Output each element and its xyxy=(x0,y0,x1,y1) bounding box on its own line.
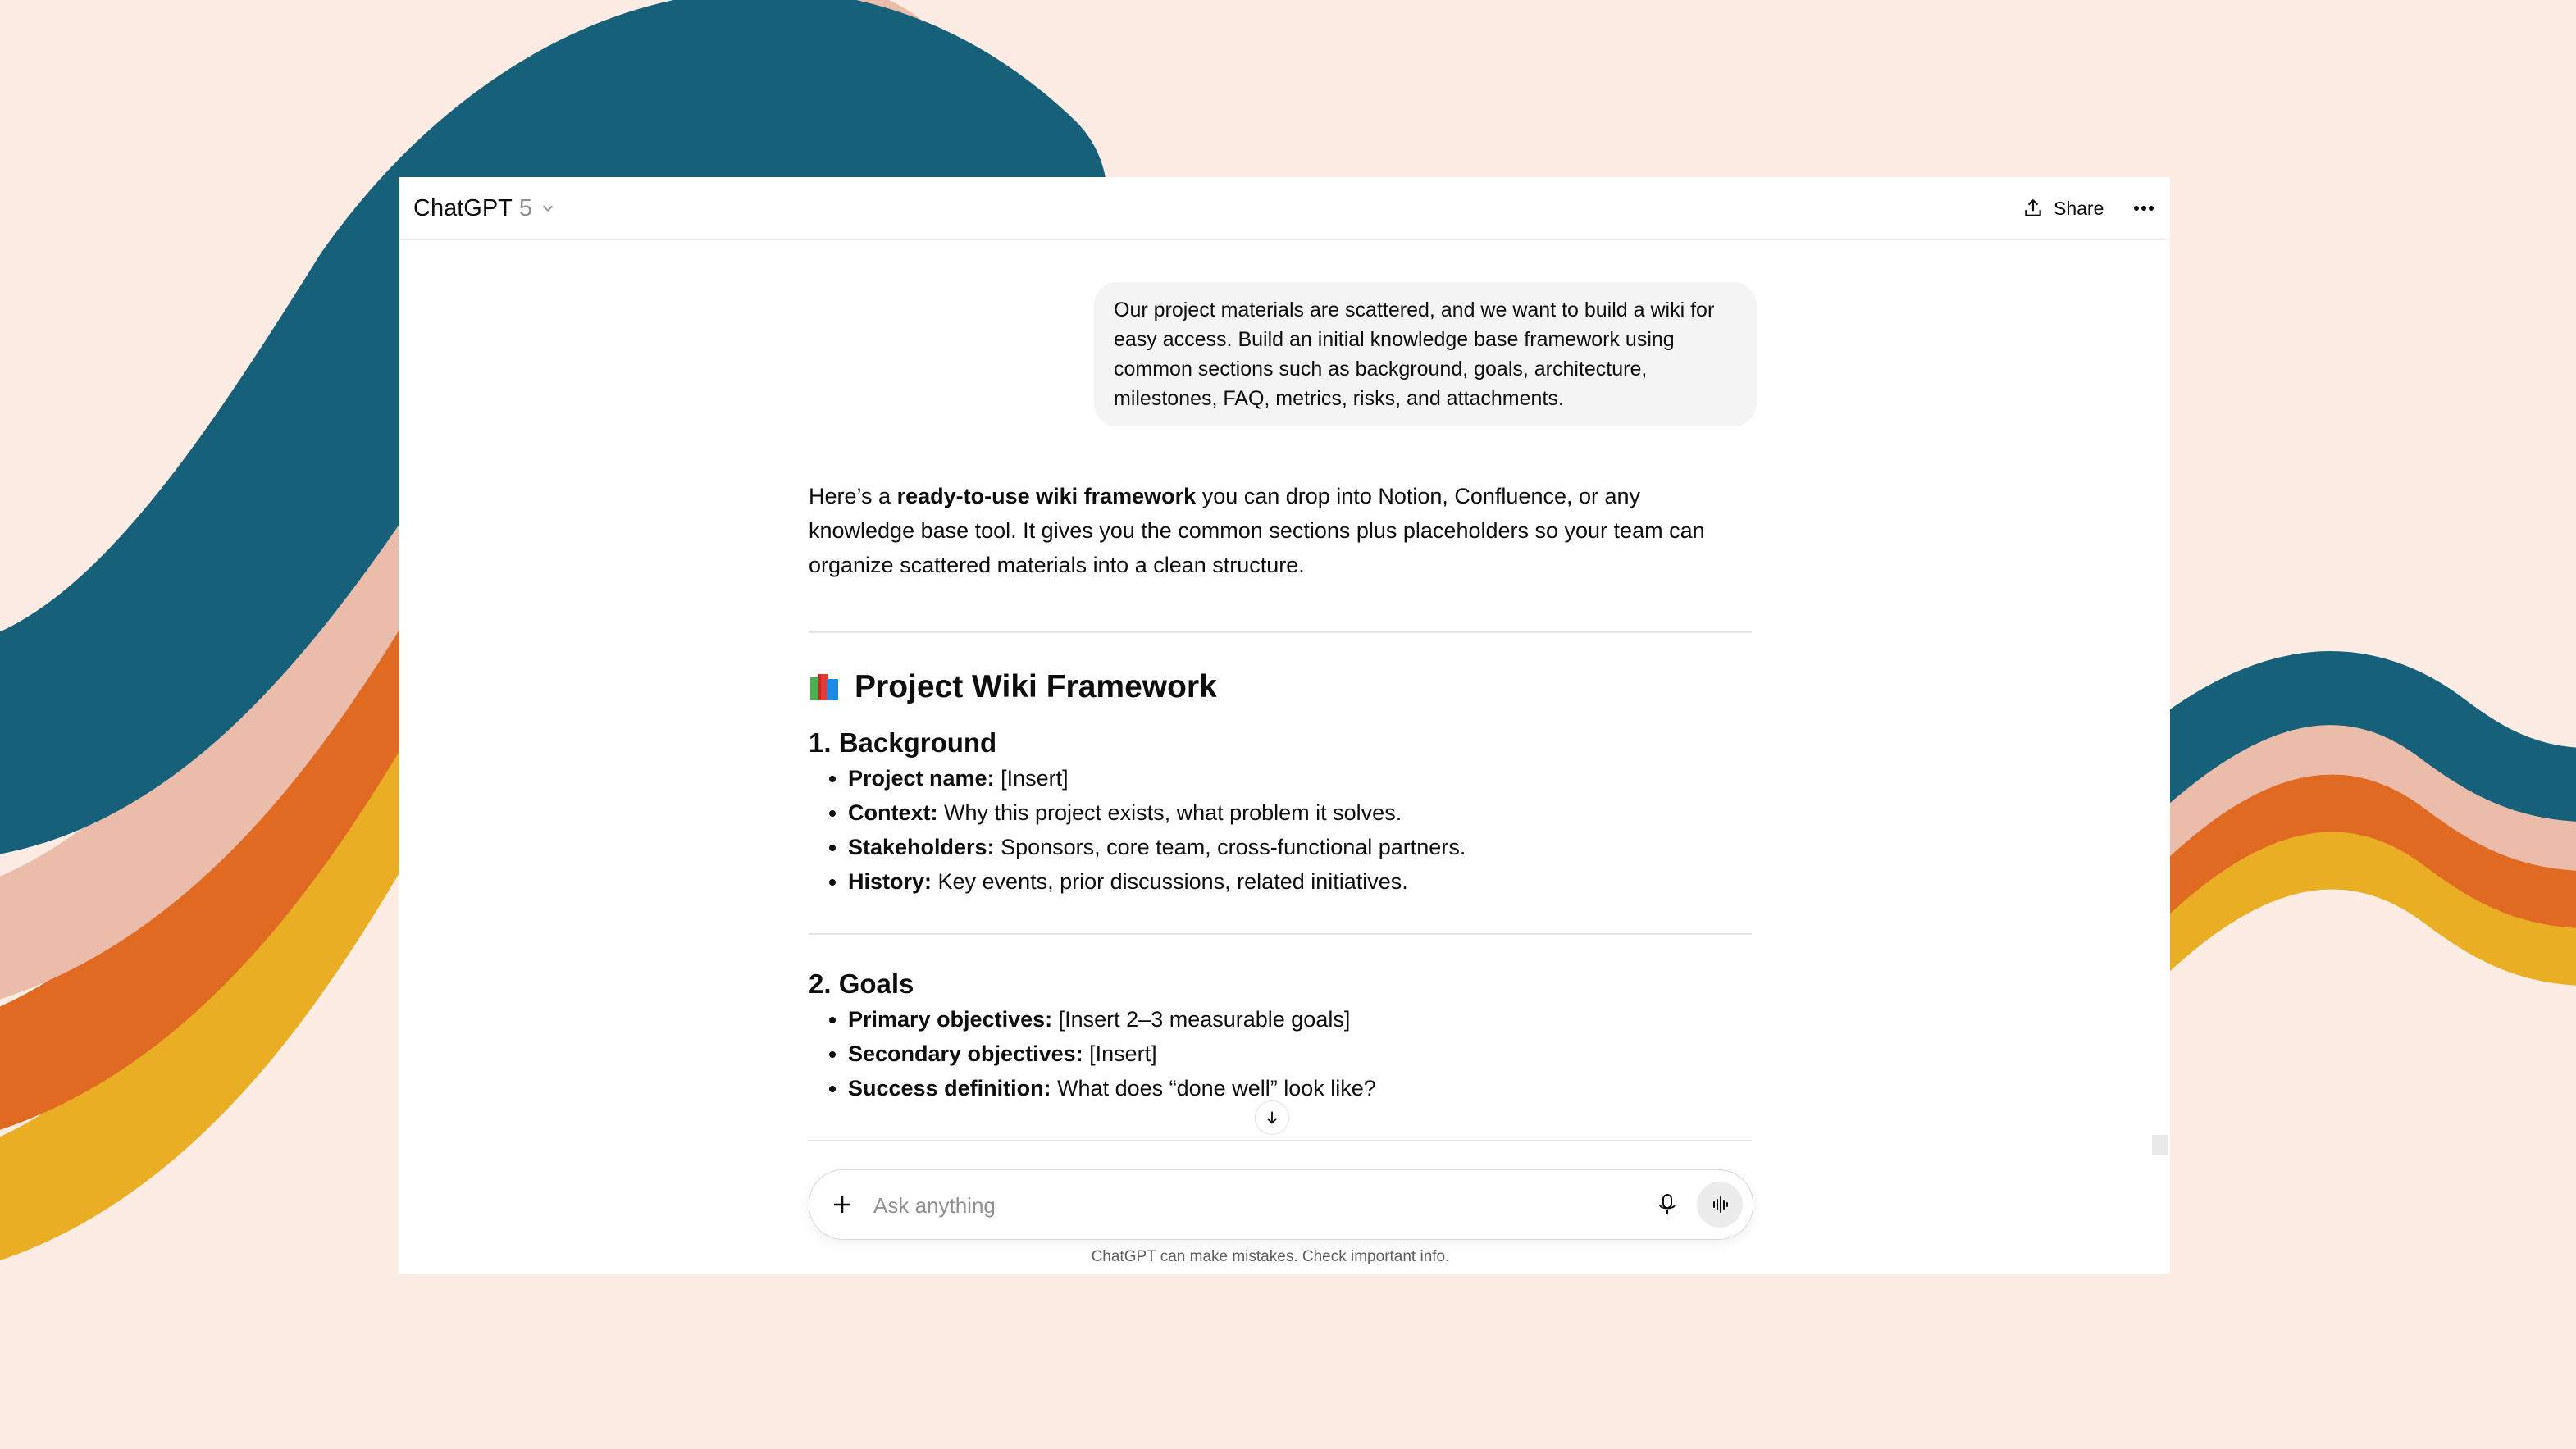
item-label: Project name: xyxy=(848,766,995,791)
item-label: Success definition: xyxy=(848,1076,1051,1100)
section-heading: 2. Goals xyxy=(809,968,914,999)
top-bar xyxy=(399,177,2170,240)
item-label: Stakeholders: xyxy=(848,835,995,859)
user-message: Our project materials are scattered, and we want to build a wiki for easy access. Build an initial knowledge base framework using common sections such as background, goals, architecture, milestones, FAQ, metrics, risks, and attachments. xyxy=(1094,282,1757,426)
section-heading: 1. Background xyxy=(809,727,997,758)
list-item xyxy=(848,864,1752,899)
divider xyxy=(809,1140,1752,1141)
item-text: Key events, prior discussions, related initiatives. xyxy=(932,869,1408,894)
list-item xyxy=(848,1002,1752,1037)
item-text: Why this project exists, what problem it solves. xyxy=(937,800,1402,825)
item-label: Context: xyxy=(848,800,938,825)
list-item xyxy=(848,795,1752,830)
model-selector[interactable] xyxy=(413,189,557,228)
item-label: Primary objectives: xyxy=(848,1007,1053,1032)
share-label: Share xyxy=(2054,197,2104,219)
disclaimer: ChatGPT can make mistakes. Check important info. xyxy=(1091,1248,1450,1265)
waveform-icon xyxy=(1709,1194,1730,1215)
chatgpt-window xyxy=(399,177,2170,1274)
item-text: [Insert 2–3 measurable goals] xyxy=(1052,1007,1351,1032)
item-text: What does “done well” look like? xyxy=(1051,1076,1376,1100)
item-text: [Insert] xyxy=(994,766,1069,791)
list-item xyxy=(848,1037,1752,1071)
plus-icon[interactable] xyxy=(824,1187,860,1223)
item-label: Secondary objectives: xyxy=(848,1041,1083,1066)
section-list xyxy=(809,761,1752,899)
intro-bold: ready-to-use wiki framework xyxy=(896,484,1197,508)
list-item xyxy=(848,830,1752,864)
more-icon[interactable] xyxy=(2127,194,2160,223)
item-text: [Insert] xyxy=(1083,1041,1157,1066)
section-list xyxy=(809,1002,1752,1105)
scroll-to-bottom-button[interactable] xyxy=(1255,1100,1289,1135)
model-version: 5 xyxy=(518,194,533,221)
assistant-intro xyxy=(809,479,1752,582)
scrollbar-thumb[interactable] xyxy=(2152,1135,2168,1155)
books-icon xyxy=(809,672,841,702)
microphone-icon[interactable] xyxy=(1649,1187,1685,1223)
chevron-down-icon xyxy=(539,199,557,217)
list-item xyxy=(848,1071,1752,1105)
item-label: History: xyxy=(848,869,932,894)
divider xyxy=(809,933,1752,935)
prompt-input[interactable] xyxy=(872,1182,1572,1229)
item-text: Sponsors, core team, cross-functional partners. xyxy=(994,835,1466,859)
composer xyxy=(809,1169,1753,1240)
share-icon xyxy=(2022,198,2044,219)
arrow-down-icon xyxy=(1263,1109,1281,1127)
framework-title xyxy=(809,666,1752,709)
assistant-message xyxy=(809,479,1752,1141)
list-item xyxy=(848,761,1752,795)
divider xyxy=(809,631,1752,633)
intro-text-end: you can drop into Notion, Confluence, or any knowledge base tool. It gives you the common sections plus placeholders so your team can organize scattered materials into a clean structure. xyxy=(809,484,1705,577)
voice-mode-button[interactable] xyxy=(1697,1182,1743,1228)
model-name: ChatGPT xyxy=(413,194,513,221)
share-button[interactable] xyxy=(2022,190,2104,226)
intro-text-start: Here’s a xyxy=(809,484,897,508)
framework-title-text: Project Wiki Framework xyxy=(855,669,1217,704)
